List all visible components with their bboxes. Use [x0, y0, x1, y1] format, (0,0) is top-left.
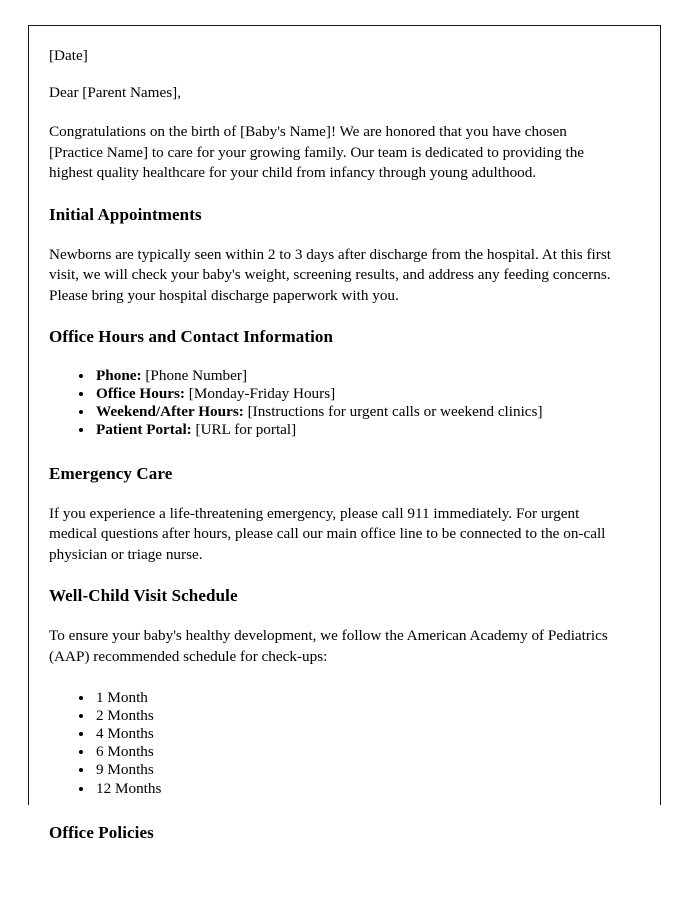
list-item: • 4 Months [94, 725, 620, 743]
contact-label-office-hours: Office Hours: [96, 384, 185, 402]
list-item: • 9 Months [94, 761, 620, 779]
contact-value-weekend-after-hours: [Instructions for urgent calls or weekend clinics] [247, 403, 543, 421]
date-line: [Date] [49, 47, 88, 64]
list-item [94, 385, 620, 403]
contact-value-phone: [Phone Number] [145, 366, 248, 384]
contact-value-patient-portal: [URL for portal] [195, 421, 297, 439]
list-item [94, 421, 620, 439]
contact-label-weekend-after-hours: Weekend/After Hours: [96, 403, 244, 421]
contact-value-office-hours: [Monday-Friday Hours] [188, 384, 336, 402]
paragraph-well-child-visit-schedule: To ensure your baby's healthy development, we follow the American Academy of Pediatrics (AAP) recommended schedule for check-ups: [49, 627, 608, 665]
heading-office-policies: Office Policies [49, 822, 154, 842]
list-item: • 2 Months [94, 707, 620, 725]
well-child-schedule-list [49, 689, 620, 797]
heading-emergency-care: Emergency Care [49, 464, 173, 484]
list-item: • 1 Month [94, 689, 620, 707]
list-item: • 12 Months [94, 780, 620, 798]
contact-information-list [49, 367, 620, 439]
contact-label-patient-portal: Patient Portal: [96, 421, 192, 439]
document-body [29, 26, 660, 842]
list-item: • 6 Months [94, 743, 620, 761]
list-item [94, 403, 620, 421]
salutation-line: Dear [Parent Names], [49, 84, 181, 102]
heading-well-child-visit-schedule: Well-Child Visit Schedule [49, 586, 238, 606]
heading-initial-appointments: Initial Appointments [49, 204, 202, 224]
document-page [28, 25, 661, 842]
paragraph-initial-appointments: Newborns are typically seen within 2 to 3 days after discharge from the hospital. At this first visit, we will check your baby's weight, screening results, and address any feeding concerns. Please bring your hospital discharge paperwork with you. [49, 245, 611, 304]
contact-label-phone: Phone: [96, 366, 142, 384]
list-item [94, 367, 620, 385]
intro-paragraph: Congratulations on the birth of [Baby's Name]! We are honored that you have chosen [Practice Name] to care for your growing family. Our team is dedicated to providing the highest quality healthcare for your child from infancy through young adulthood. [49, 123, 585, 182]
paragraph-emergency-care: If you experience a life-threatening emergency, please call 911 immediately. For urgent medical questions after hours, please call our main office line to be connected to the on-call physician or triage nurse. [49, 504, 606, 563]
heading-office-hours: Office Hours and Contact Information [49, 327, 334, 347]
